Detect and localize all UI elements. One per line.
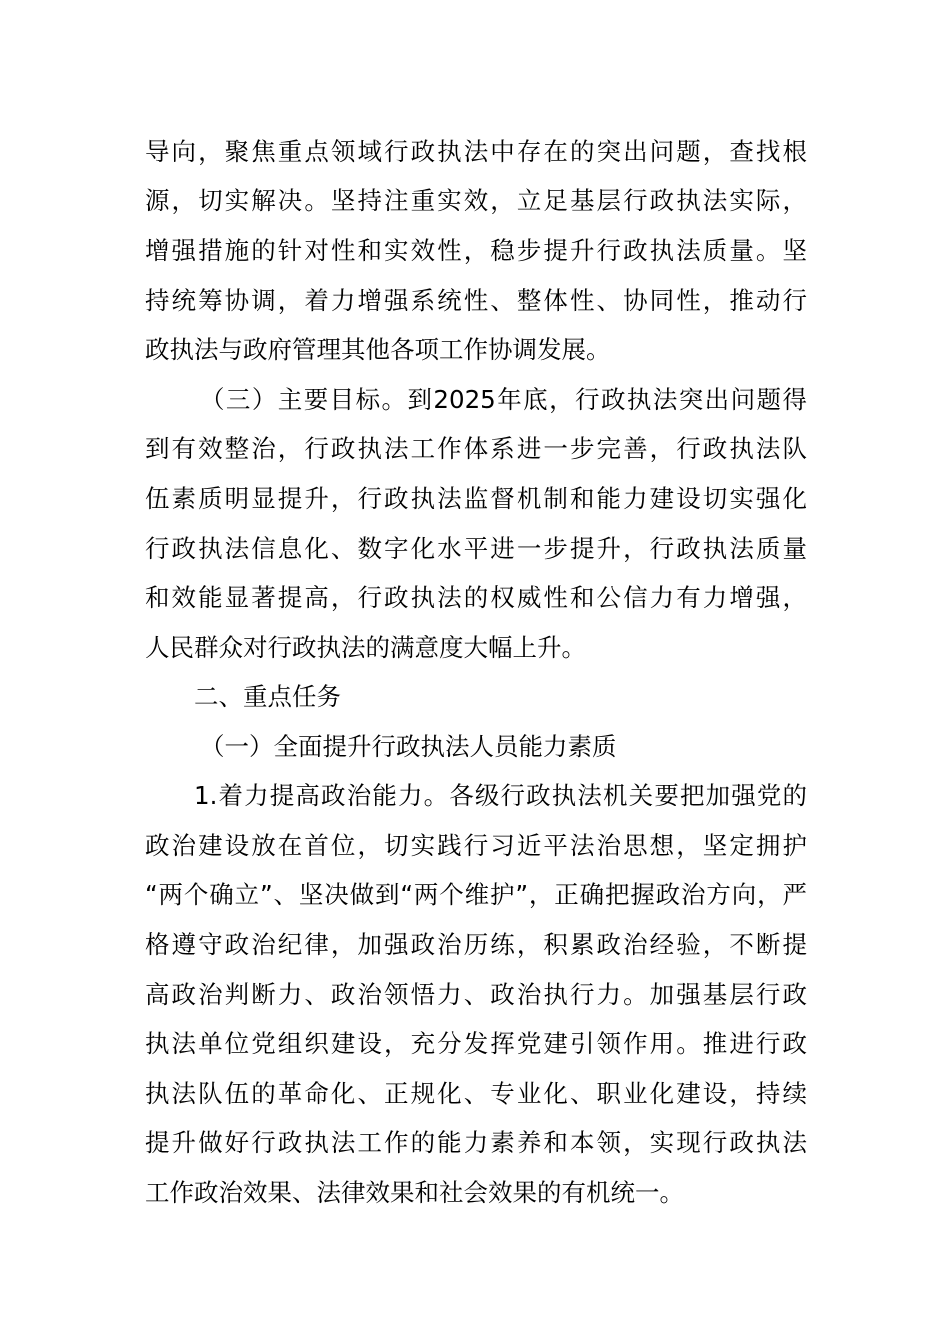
text-line-11: 人民群众对行政执法的满意度大幅上升。 xyxy=(145,633,586,662)
text-line-14: 1.着力提高政治能力。各级行政执法机关要把加强党的 xyxy=(194,781,807,810)
heading-key-tasks: 二、重点任务 xyxy=(194,682,341,711)
section-heading-main-goals: （三）主要目标。到2025年底，行政执法突出问题得 xyxy=(200,385,807,414)
text-line-3: 增强措施的针对性和实效性，稳步提升行政执法质量。坚 xyxy=(145,236,807,265)
text-line-22: 工作政治效果、法律效果和社会效果的有机统一。 xyxy=(145,1178,684,1207)
text-line-15: 政治建设放在首位，切实践行习近平法治思想，坚定拥护 xyxy=(145,831,807,860)
subheading-ability-quality: （一）全面提升行政执法人员能力素质 xyxy=(200,732,617,761)
text-line-9: 行政执法信息化、数字化水平进一步提升，行政执法质量 xyxy=(145,534,807,563)
text-line-4: 持统筹协调，着力增强系统性、整体性、协同性，推动行 xyxy=(145,286,807,315)
text-line-19: 执法单位党组织建设，充分发挥党建引领作用。推进行政 xyxy=(145,1029,807,1058)
text-line-2: 源，切实解决。坚持注重实效，立足基层行政执法实际， xyxy=(145,186,807,215)
text-line-17: 格遵守政治纪律，加强政治历练，积累政治经验，不断提 xyxy=(145,930,807,959)
text-line-16: “两个确立”、坚决做到“两个维护”，正确把握政治方向，严 xyxy=(145,880,807,909)
text-line-8: 伍素质明显提升，行政执法监督机制和能力建设切实强化 xyxy=(145,484,807,513)
text-line-10: 和效能显著提高，行政执法的权威性和公信力有力增强， xyxy=(145,583,807,612)
text-line-20: 执法队伍的革命化、正规化、专业化、职业化建设，持续 xyxy=(145,1079,807,1108)
text-line-21: 提升做好行政执法工作的能力素养和本领，实现行政执法 xyxy=(145,1128,807,1157)
text-line-1: 导向，聚焦重点领域行政执法中存在的突出问题，查找根 xyxy=(145,137,807,166)
text-line-18: 高政治判断力、政治领悟力、政治执行力。加强基层行政 xyxy=(145,980,807,1009)
text-line-5: 政执法与政府管理其他各项工作协调发展。 xyxy=(145,335,611,364)
text-line-7: 到有效整治，行政执法工作体系进一步完善，行政执法队 xyxy=(145,434,807,463)
